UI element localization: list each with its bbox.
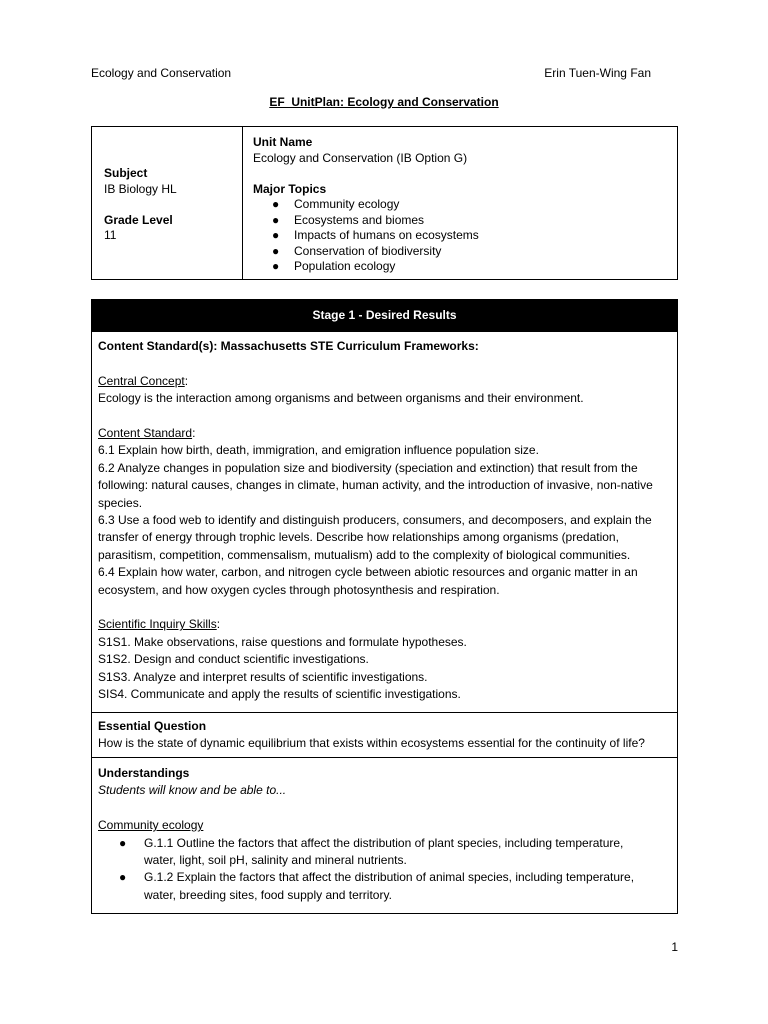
list-item <box>253 197 677 213</box>
subject-label: Subject <box>104 166 148 180</box>
topic-text: Ecosystems and biomes <box>294 212 425 227</box>
standard-line: 6.4 Explain how water, carbon, and nitrogen cycle between abiotic resources and organic matter in an <box>98 565 638 580</box>
bullet-icon: ● <box>272 228 280 242</box>
content-standards-heading: Content Standard(s): Massachusetts STE Curriculum Frameworks: <box>98 339 479 353</box>
standard-line: ecosystem, and how oxygen cycles through photosynthesis and respiration. <box>98 582 500 597</box>
understanding-line: water, light, soil pH, salinity and mineral nutrients. <box>144 853 407 868</box>
subject-grade-cell <box>92 127 243 279</box>
major-topics-list <box>253 197 677 275</box>
unit-name-value: Ecology and Conservation (IB Option G) <box>253 150 468 165</box>
content-standards-cell: Content Standard(s): Massachusetts STE Curriculum Frameworks: Central Concept: Ecology is the interaction among organisms and between organisms and their environment. Content Standard: 6.1 Explain how birth, death, immigration, and emigration influence population size. 6.2 Analyze changes in population size and biodiversity (speciation and extinction) that result from the following: natural causes, changes in climate, human activity, and the introduction of invasive, non-native species. 6.3 Use a food web to identify and distinguish producers, consumers, and decomposers, and explain the transfer of energy through trophic levels. Describe how relationships among organisms (predation, parasitism, competition, commensalism, mutualism) add to the complexity of biological communities. 6.4 Explain how water, carbon, and nitrogen cycle between abiotic resources and organic matter in an ecosystem, and how oxygen cycles through photosynthesis and respiration. Scientific Inquiry Skills: S1S1. Make observations, raise questions and formulate hypotheses. S1S2. Design and conduct scientific investigations. S1S3. Analyze and interpret results of scientific investigations. SIS4. Communicate and apply the results of scientific investigations. <box>92 332 677 713</box>
standard-line: parasitism, competition, commensalism, mutualism) add to the complexity of biological communities. <box>98 547 631 562</box>
bullet-icon: ● <box>272 197 280 211</box>
stage-header: Stage 1 - Desired Results <box>92 300 677 332</box>
inquiry-line: S1S2. Design and conduct scientific investigations. <box>98 652 369 667</box>
page-number: 1 <box>671 940 678 954</box>
inquiry-line: SIS4. Communicate and apply the results of scientific investigations. <box>98 687 461 702</box>
essential-question-label: Essential Question <box>98 719 207 733</box>
understanding-line: G.1.2 Explain the factors that affect the distribution of animal species, including temperature, <box>144 870 635 885</box>
bullet-icon: ● <box>119 835 127 850</box>
understandings-intro: Students will know and be able to... <box>98 783 287 798</box>
standard-line: species. <box>98 495 143 510</box>
standard-line: following: natural causes, changes in climate, human activity, and the introduction of invasive, non-native <box>98 478 653 493</box>
list-item <box>253 213 677 229</box>
essential-question-cell <box>92 713 677 758</box>
desired-results-table <box>91 299 678 914</box>
bullet-icon: ● <box>272 243 280 258</box>
major-topics-label: Major Topics <box>253 181 327 196</box>
list-item <box>253 259 677 275</box>
inquiry-line: S1S3. Analyze and interpret results of scientific investigations. <box>98 669 428 684</box>
understandings-label: Understandings <box>98 766 190 780</box>
list-item <box>98 835 670 870</box>
topic-text: Impacts of humans on ecosystems <box>294 228 479 242</box>
content-standard-label: Content Standard <box>98 426 193 440</box>
header-unit-title: Ecology and Conservation <box>91 66 232 80</box>
understandings-list <box>98 835 670 905</box>
topic-text: Population ecology <box>294 259 396 273</box>
subject-value: IB Biology HL <box>104 181 177 196</box>
topic-text: Conservation of biodiversity <box>294 243 442 258</box>
standard-line: 6.1 Explain how birth, death, immigration, and emigration influence population size. <box>98 443 539 458</box>
bullet-icon: ● <box>272 212 280 227</box>
document-title: EF UnitPlan: Ecology and Conservation <box>269 95 499 109</box>
inquiry-skills-label: Scientific Inquiry Skills <box>98 617 217 632</box>
header-author: Erin Tuen-Wing Fan <box>544 66 651 80</box>
unit-name-label: Unit Name <box>253 135 313 149</box>
essential-question-text: How is the state of dynamic equilibrium that exists within ecosystems essential for the continuity of life? <box>98 736 645 751</box>
understanding-line: water, breeding sites, food supply and territory. <box>144 887 392 902</box>
list-item <box>253 244 677 260</box>
grade-value: 11 <box>104 228 117 242</box>
topic-text: Community ecology <box>294 197 400 211</box>
bullet-icon: ● <box>119 870 127 885</box>
understandings-cell <box>92 758 677 913</box>
central-concept-text: Ecology is the interaction among organisms and between organisms and their environment. <box>98 391 584 406</box>
list-item <box>253 228 677 244</box>
unit-topics-cell <box>243 127 677 287</box>
understanding-line: G.1.1 Outline the factors that affect the distribution of plant species, including temperature, <box>144 835 624 850</box>
inquiry-line: S1S1. Make observations, raise questions and formulate hypotheses. <box>98 634 467 649</box>
standard-line: transfer of energy through trophic levels. Describe how relationships among organisms (predation, <box>98 530 619 545</box>
grade-label: Grade Level <box>104 212 173 227</box>
community-ecology-label: Community ecology <box>98 818 204 833</box>
bullet-icon: ● <box>272 259 280 273</box>
standard-line: 6.3 Use a food web to identify and distinguish producers, consumers, and decomposers, and explain the <box>98 513 652 528</box>
unit-info-table <box>91 126 678 280</box>
central-concept-label: Central Concept <box>98 373 185 388</box>
standard-line: 6.2 Analyze changes in population size and biodiversity (speciation and extinction) that result from the <box>98 460 638 475</box>
list-item <box>98 869 670 904</box>
